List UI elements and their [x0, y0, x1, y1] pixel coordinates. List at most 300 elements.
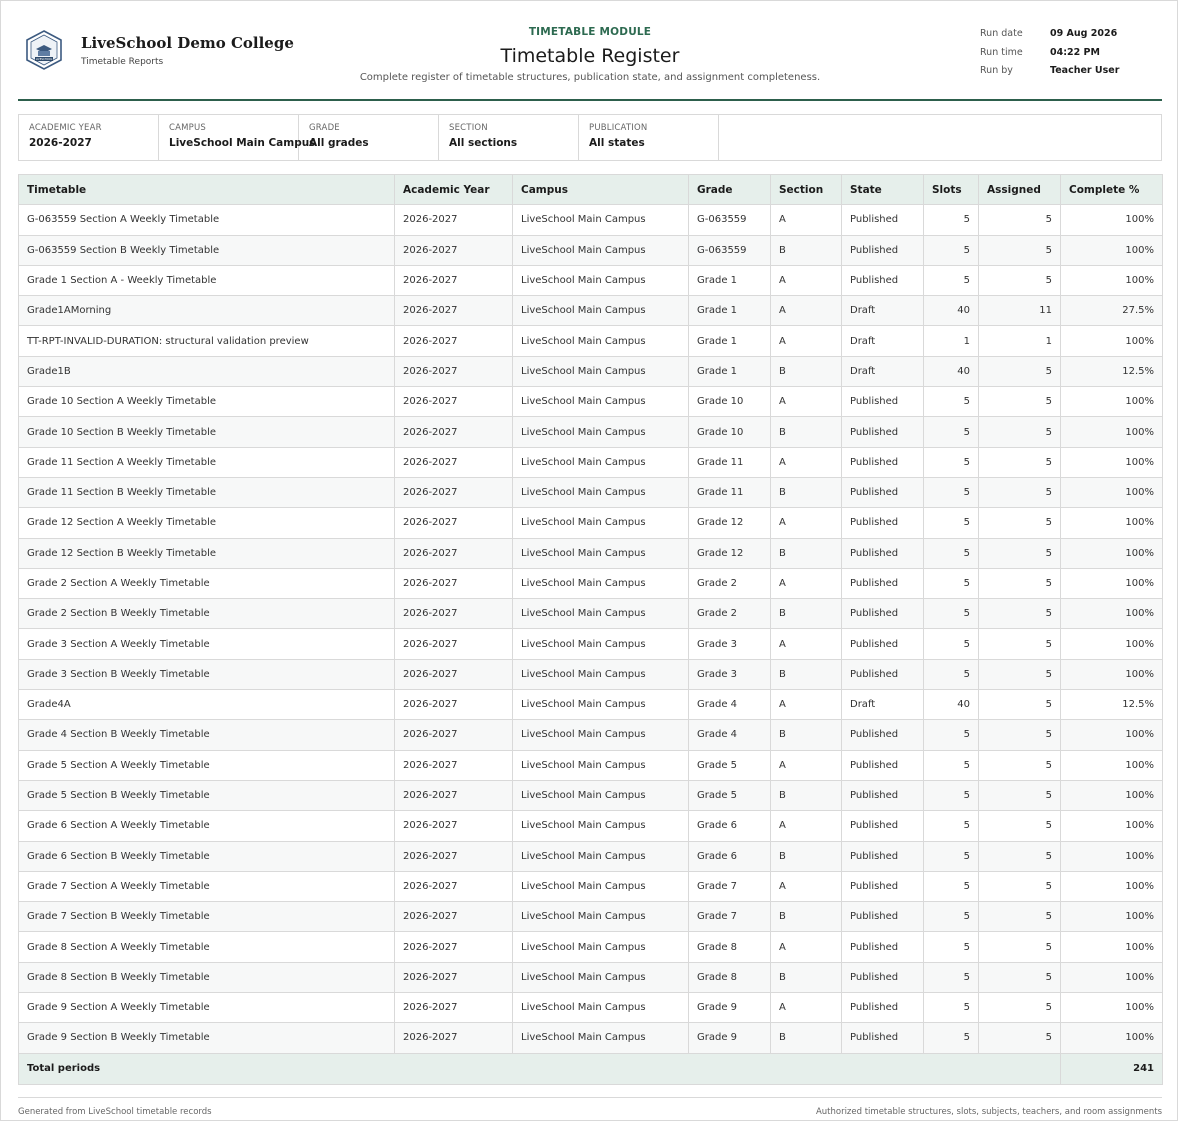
cell-section: B — [771, 720, 842, 750]
cell-complete-pct: 12.5% — [1061, 356, 1163, 386]
table-row — [19, 871, 1163, 901]
cell-academic-year: 2026-2027 — [395, 356, 513, 386]
cell-grade: Grade 4 — [689, 720, 771, 750]
cell-campus: LiveSchool Main Campus — [513, 993, 689, 1023]
cell-campus: LiveSchool Main Campus — [513, 902, 689, 932]
cell-academic-year: 2026-2027 — [395, 659, 513, 689]
page-subtitle: Complete register of timetable structures, publication state, and assignment completeness. — [359, 72, 821, 83]
meta-label: Run date — [980, 28, 1023, 39]
cell-complete-pct: 100% — [1061, 538, 1163, 568]
cell-assigned: 5 — [979, 659, 1061, 689]
column-header-complete-pct: Complete % — [1061, 175, 1163, 205]
cell-complete-pct: 100% — [1061, 1023, 1163, 1053]
cell-academic-year: 2026-2027 — [395, 993, 513, 1023]
cell-slots: 5 — [924, 387, 979, 417]
meta-run-date — [980, 28, 1119, 47]
cell-timetable: Grade 7 Section A Weekly Timetable — [19, 871, 395, 901]
cell-slots: 5 — [924, 538, 979, 568]
cell-campus: LiveSchool Main Campus — [513, 356, 689, 386]
cell-grade: Grade 5 — [689, 750, 771, 780]
filter-summary — [18, 114, 1162, 161]
cell-assigned: 5 — [979, 750, 1061, 780]
cell-state: Published — [842, 1023, 924, 1053]
cell-section: A — [771, 387, 842, 417]
cell-slots: 40 — [924, 690, 979, 720]
column-header-grade: Grade — [689, 175, 771, 205]
cell-section: A — [771, 508, 842, 538]
filter-campus — [159, 115, 316, 160]
cell-grade: Grade 3 — [689, 629, 771, 659]
cell-timetable: Grade 10 Section B Weekly Timetable — [19, 417, 395, 447]
cell-timetable: Grade 5 Section A Weekly Timetable — [19, 750, 395, 780]
cell-grade: Grade 3 — [689, 659, 771, 689]
meta-value: Teacher User — [1050, 65, 1120, 76]
cell-grade: Grade 11 — [689, 447, 771, 477]
column-header-section: Section — [771, 175, 842, 205]
cell-campus: LiveSchool Main Campus — [513, 659, 689, 689]
column-header-assigned: Assigned — [979, 175, 1061, 205]
cell-assigned: 5 — [979, 205, 1061, 235]
cell-section: B — [771, 659, 842, 689]
cell-section: A — [771, 811, 842, 841]
timetable-register-table — [18, 174, 1162, 1085]
cell-grade: Grade 1 — [689, 356, 771, 386]
cell-complete-pct: 100% — [1061, 962, 1163, 992]
cell-academic-year: 2026-2027 — [395, 780, 513, 810]
cell-academic-year: 2026-2027 — [395, 932, 513, 962]
table-row — [19, 265, 1163, 295]
cell-section: B — [771, 417, 842, 447]
cell-complete-pct: 27.5% — [1061, 296, 1163, 326]
cell-campus: LiveSchool Main Campus — [513, 750, 689, 780]
filter-label: ACADEMIC YEAR — [29, 123, 102, 133]
cell-assigned: 5 — [979, 447, 1061, 477]
cell-complete-pct: 100% — [1061, 447, 1163, 477]
table-row — [19, 720, 1163, 750]
cell-grade: Grade 6 — [689, 841, 771, 871]
run-metadata — [980, 28, 1119, 84]
meta-run-by — [980, 65, 1119, 84]
filter-value: 2026-2027 — [29, 137, 92, 149]
cell-campus: LiveSchool Main Campus — [513, 932, 689, 962]
cell-timetable: Grade 9 Section A Weekly Timetable — [19, 993, 395, 1023]
table-row — [19, 296, 1163, 326]
cell-state: Draft — [842, 326, 924, 356]
table-row — [19, 599, 1163, 629]
cell-grade: Grade 2 — [689, 568, 771, 598]
cell-campus: LiveSchool Main Campus — [513, 962, 689, 992]
cell-academic-year: 2026-2027 — [395, 1023, 513, 1053]
cell-slots: 5 — [924, 993, 979, 1023]
cell-complete-pct: 100% — [1061, 599, 1163, 629]
cell-grade: Grade 8 — [689, 932, 771, 962]
cell-slots: 5 — [924, 599, 979, 629]
cell-slots: 5 — [924, 962, 979, 992]
cell-section: B — [771, 235, 842, 265]
report-footer — [18, 1097, 1162, 1117]
cell-complete-pct: 100% — [1061, 205, 1163, 235]
cell-campus: LiveSchool Main Campus — [513, 780, 689, 810]
cell-complete-pct: 100% — [1061, 720, 1163, 750]
table-row — [19, 205, 1163, 235]
cell-grade: Grade 5 — [689, 780, 771, 810]
cell-slots: 5 — [924, 659, 979, 689]
cell-campus: LiveSchool Main Campus — [513, 568, 689, 598]
column-header-state: State — [842, 175, 924, 205]
total-label: Total periods — [19, 1053, 1061, 1084]
cell-slots: 5 — [924, 902, 979, 932]
module-label: TIMETABLE MODULE — [528, 26, 652, 38]
college-name: LiveSchool Demo College — [81, 33, 294, 52]
cell-section: B — [771, 962, 842, 992]
meta-label: Run time — [980, 46, 1023, 58]
cell-timetable: Grade1AMorning — [19, 296, 395, 326]
cell-state: Published — [842, 841, 924, 871]
table-row — [19, 932, 1163, 962]
total-value: 241 — [1061, 1053, 1163, 1084]
cell-state: Published — [842, 265, 924, 295]
cell-state: Published — [842, 902, 924, 932]
meta-run-time — [980, 47, 1119, 66]
cell-section: A — [771, 265, 842, 295]
cell-campus: LiveSchool Main Campus — [513, 477, 689, 507]
cell-academic-year: 2026-2027 — [395, 417, 513, 447]
cell-grade: Grade 1 — [689, 326, 771, 356]
cell-academic-year: 2026-2027 — [395, 962, 513, 992]
cell-academic-year: 2026-2027 — [395, 296, 513, 326]
cell-complete-pct: 100% — [1061, 871, 1163, 901]
cell-academic-year: 2026-2027 — [395, 235, 513, 265]
footer-scope-note: Authorized timetable structures, slots, subjects, teachers, and room assignments — [815, 1107, 1162, 1117]
cell-academic-year: 2026-2027 — [395, 629, 513, 659]
table-row — [19, 235, 1163, 265]
filter-value: All sections — [449, 137, 518, 149]
table-row — [19, 538, 1163, 568]
cell-state: Published — [842, 599, 924, 629]
cell-state: Draft — [842, 690, 924, 720]
cell-academic-year: 2026-2027 — [395, 387, 513, 417]
cell-timetable: Grade 9 Section B Weekly Timetable — [19, 1023, 395, 1053]
cell-section: B — [771, 356, 842, 386]
cell-assigned: 5 — [979, 962, 1061, 992]
cell-assigned: 5 — [979, 780, 1061, 810]
cell-grade: Grade 7 — [689, 902, 771, 932]
cell-campus: LiveSchool Main Campus — [513, 720, 689, 750]
cell-section: A — [771, 993, 842, 1023]
cell-campus: LiveSchool Main Campus — [513, 1023, 689, 1053]
cell-campus: LiveSchool Main Campus — [513, 599, 689, 629]
cell-grade: Grade 1 — [689, 296, 771, 326]
column-header-academic-year: Academic Year — [395, 175, 513, 205]
cell-complete-pct: 100% — [1061, 265, 1163, 295]
cell-assigned: 5 — [979, 993, 1061, 1023]
table-header-row — [19, 175, 1163, 205]
cell-assigned: 5 — [979, 265, 1061, 295]
cell-academic-year: 2026-2027 — [395, 690, 513, 720]
meta-label: Run by — [980, 65, 1013, 76]
cell-slots: 5 — [924, 205, 979, 235]
cell-timetable: G-063559 Section A Weekly Timetable — [19, 205, 395, 235]
cell-assigned: 5 — [979, 538, 1061, 568]
cell-campus: LiveSchool Main Campus — [513, 841, 689, 871]
cell-complete-pct: 100% — [1061, 841, 1163, 871]
table-row — [19, 508, 1163, 538]
cell-section: A — [771, 568, 842, 598]
cell-slots: 5 — [924, 780, 979, 810]
cell-campus: LiveSchool Main Campus — [513, 629, 689, 659]
cell-timetable: Grade 3 Section B Weekly Timetable — [19, 659, 395, 689]
cell-campus: LiveSchool Main Campus — [513, 508, 689, 538]
cell-complete-pct: 100% — [1061, 750, 1163, 780]
cell-academic-year: 2026-2027 — [395, 841, 513, 871]
filter-publication — [579, 115, 719, 160]
cell-state: Published — [842, 447, 924, 477]
cell-academic-year: 2026-2027 — [395, 871, 513, 901]
cell-section: A — [771, 871, 842, 901]
cell-timetable: Grade 8 Section A Weekly Timetable — [19, 932, 395, 962]
cell-slots: 5 — [924, 508, 979, 538]
cell-section: B — [771, 841, 842, 871]
cell-section: B — [771, 780, 842, 810]
column-header-campus: Campus — [513, 175, 689, 205]
cell-timetable: Grade1B — [19, 356, 395, 386]
cell-complete-pct: 100% — [1061, 387, 1163, 417]
cell-academic-year: 2026-2027 — [395, 447, 513, 477]
cell-assigned: 5 — [979, 1023, 1061, 1053]
cell-state: Published — [842, 205, 924, 235]
cell-campus: LiveSchool Main Campus — [513, 447, 689, 477]
filter-value: All states — [589, 137, 645, 149]
cell-assigned: 5 — [979, 235, 1061, 265]
cell-state: Published — [842, 720, 924, 750]
cell-campus: LiveSchool Main Campus — [513, 690, 689, 720]
cell-assigned: 5 — [979, 356, 1061, 386]
filter-label: PUBLICATION — [589, 123, 648, 133]
table-row — [19, 993, 1163, 1023]
cell-state: Published — [842, 932, 924, 962]
cell-section: A — [771, 205, 842, 235]
cell-state: Published — [842, 538, 924, 568]
cell-timetable: Grade 12 Section B Weekly Timetable — [19, 538, 395, 568]
cell-campus: LiveSchool Main Campus — [513, 871, 689, 901]
table-total-row — [19, 1053, 1163, 1084]
cell-section: A — [771, 750, 842, 780]
cell-timetable: Grade 12 Section A Weekly Timetable — [19, 508, 395, 538]
cell-complete-pct: 100% — [1061, 326, 1163, 356]
cell-complete-pct: 100% — [1061, 659, 1163, 689]
cell-complete-pct: 100% — [1061, 780, 1163, 810]
table-row — [19, 690, 1163, 720]
cell-complete-pct: 100% — [1061, 417, 1163, 447]
cell-campus: LiveSchool Main Campus — [513, 235, 689, 265]
cell-slots: 5 — [924, 235, 979, 265]
table-row — [19, 356, 1163, 386]
cell-timetable: Grade 11 Section A Weekly Timetable — [19, 447, 395, 477]
cell-timetable: G-063559 Section B Weekly Timetable — [19, 235, 395, 265]
svg-text:LIVESCHOOL: LIVESCHOOL — [35, 58, 53, 62]
cell-section: A — [771, 326, 842, 356]
cell-academic-year: 2026-2027 — [395, 477, 513, 507]
page-title: Timetable Register — [500, 45, 680, 67]
cell-timetable: Grade 11 Section B Weekly Timetable — [19, 477, 395, 507]
cell-assigned: 5 — [979, 841, 1061, 871]
cell-campus: LiveSchool Main Campus — [513, 205, 689, 235]
cell-slots: 5 — [924, 841, 979, 871]
table-row — [19, 811, 1163, 841]
cell-academic-year: 2026-2027 — [395, 568, 513, 598]
filter-grade — [299, 115, 439, 160]
cell-assigned: 5 — [979, 417, 1061, 447]
cell-timetable: Grade4A — [19, 690, 395, 720]
table-row — [19, 326, 1163, 356]
table-row — [19, 902, 1163, 932]
cell-campus: LiveSchool Main Campus — [513, 417, 689, 447]
cell-campus: LiveSchool Main Campus — [513, 387, 689, 417]
cell-timetable: Grade 2 Section A Weekly Timetable — [19, 568, 395, 598]
cell-assigned: 5 — [979, 811, 1061, 841]
cell-assigned: 5 — [979, 871, 1061, 901]
cell-slots: 5 — [924, 265, 979, 295]
cell-complete-pct: 100% — [1061, 811, 1163, 841]
cell-academic-year: 2026-2027 — [395, 811, 513, 841]
cell-state: Published — [842, 629, 924, 659]
cell-state: Published — [842, 962, 924, 992]
cell-complete-pct: 100% — [1061, 508, 1163, 538]
cell-assigned: 5 — [979, 629, 1061, 659]
filter-academic-year — [19, 115, 159, 160]
cell-timetable: TT-RPT-INVALID-DURATION: structural validation preview — [19, 326, 395, 356]
cell-slots: 1 — [924, 326, 979, 356]
filter-section — [439, 115, 579, 160]
cell-grade: Grade 2 — [689, 599, 771, 629]
cell-state: Published — [842, 811, 924, 841]
report-category: Timetable Reports — [81, 56, 164, 67]
cell-timetable: Grade 7 Section B Weekly Timetable — [19, 902, 395, 932]
cell-state: Published — [842, 508, 924, 538]
cell-grade: Grade 7 — [689, 871, 771, 901]
meta-value: 09 Aug 2026 — [1050, 28, 1118, 39]
cell-state: Published — [842, 235, 924, 265]
cell-academic-year: 2026-2027 — [395, 205, 513, 235]
cell-assigned: 5 — [979, 720, 1061, 750]
cell-complete-pct: 100% — [1061, 568, 1163, 598]
filter-value: LiveSchool Main Campus — [169, 137, 316, 149]
meta-value: 04:22 PM — [1050, 46, 1100, 58]
cell-grade: Grade 9 — [689, 993, 771, 1023]
cell-campus: LiveSchool Main Campus — [513, 296, 689, 326]
cell-assigned: 1 — [979, 326, 1061, 356]
cell-slots: 40 — [924, 296, 979, 326]
cell-academic-year: 2026-2027 — [395, 599, 513, 629]
cell-state: Published — [842, 871, 924, 901]
cell-grade: Grade 6 — [689, 811, 771, 841]
cell-academic-year: 2026-2027 — [395, 265, 513, 295]
cell-grade: Grade 12 — [689, 538, 771, 568]
cell-grade: Grade 9 — [689, 1023, 771, 1053]
cell-slots: 5 — [924, 811, 979, 841]
cell-timetable: Grade 2 Section B Weekly Timetable — [19, 599, 395, 629]
cell-slots: 5 — [924, 932, 979, 962]
cell-campus: LiveSchool Main Campus — [513, 538, 689, 568]
cell-grade: Grade 10 — [689, 417, 771, 447]
cell-academic-year: 2026-2027 — [395, 720, 513, 750]
cell-section: B — [771, 477, 842, 507]
cell-grade: Grade 1 — [689, 265, 771, 295]
cell-complete-pct: 100% — [1061, 993, 1163, 1023]
cell-grade: Grade 10 — [689, 387, 771, 417]
table-row — [19, 962, 1163, 992]
cell-assigned: 5 — [979, 387, 1061, 417]
cell-state: Published — [842, 568, 924, 598]
cell-grade: Grade 4 — [689, 690, 771, 720]
cell-state: Published — [842, 993, 924, 1023]
cell-slots: 5 — [924, 447, 979, 477]
cell-campus: LiveSchool Main Campus — [513, 265, 689, 295]
cell-complete-pct: 12.5% — [1061, 690, 1163, 720]
cell-section: B — [771, 1023, 842, 1053]
report-header — [18, 15, 1162, 101]
cell-section: A — [771, 447, 842, 477]
cell-academic-year: 2026-2027 — [395, 508, 513, 538]
cell-academic-year: 2026-2027 — [395, 902, 513, 932]
cell-slots: 5 — [924, 629, 979, 659]
cell-slots: 5 — [924, 568, 979, 598]
table-row — [19, 417, 1163, 447]
cell-grade: G-063559 — [689, 205, 771, 235]
table-row — [19, 387, 1163, 417]
cell-complete-pct: 100% — [1061, 902, 1163, 932]
table-row — [19, 780, 1163, 810]
cell-academic-year: 2026-2027 — [395, 750, 513, 780]
cell-assigned: 5 — [979, 599, 1061, 629]
table-row — [19, 659, 1163, 689]
cell-state: Published — [842, 477, 924, 507]
table-row — [19, 477, 1163, 507]
cell-state: Published — [842, 659, 924, 689]
filter-label: SECTION — [449, 123, 488, 133]
cell-state: Published — [842, 387, 924, 417]
cell-grade: G-063559 — [689, 235, 771, 265]
cell-grade: Grade 11 — [689, 477, 771, 507]
cell-grade: Grade 8 — [689, 962, 771, 992]
cell-section: B — [771, 538, 842, 568]
cell-slots: 5 — [924, 750, 979, 780]
cell-slots: 5 — [924, 1023, 979, 1053]
filter-label: GRADE — [309, 123, 340, 133]
cell-slots: 5 — [924, 720, 979, 750]
cell-campus: LiveSchool Main Campus — [513, 811, 689, 841]
cell-slots: 5 — [924, 477, 979, 507]
cell-state: Published — [842, 750, 924, 780]
column-header-slots: Slots — [924, 175, 979, 205]
cell-complete-pct: 100% — [1061, 477, 1163, 507]
cell-timetable: Grade 5 Section B Weekly Timetable — [19, 780, 395, 810]
cell-timetable: Grade 1 Section A - Weekly Timetable — [19, 265, 395, 295]
cell-assigned: 11 — [979, 296, 1061, 326]
table-row — [19, 629, 1163, 659]
cell-section: B — [771, 902, 842, 932]
cell-grade: Grade 12 — [689, 508, 771, 538]
cell-assigned: 5 — [979, 477, 1061, 507]
table-row — [19, 750, 1163, 780]
cell-state: Draft — [842, 356, 924, 386]
cell-assigned: 5 — [979, 568, 1061, 598]
table-row — [19, 568, 1163, 598]
cell-state: Published — [842, 417, 924, 447]
cell-slots: 5 — [924, 871, 979, 901]
cell-timetable: Grade 6 Section B Weekly Timetable — [19, 841, 395, 871]
cell-assigned: 5 — [979, 690, 1061, 720]
